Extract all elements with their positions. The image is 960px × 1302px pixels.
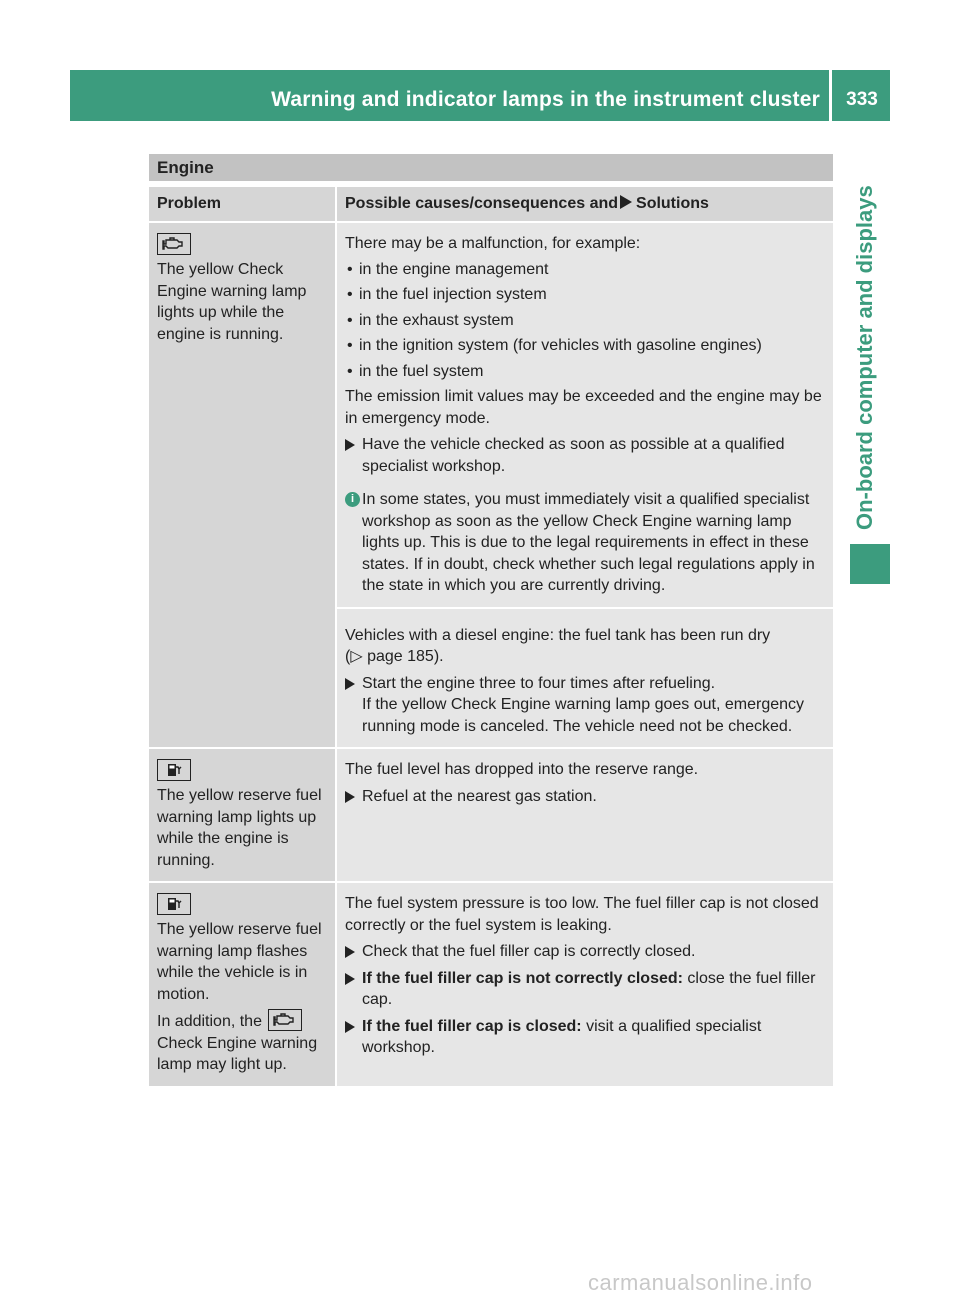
info-note <box>345 489 827 597</box>
table-row <box>149 882 833 1086</box>
action-triangle-icon <box>345 439 355 451</box>
solutions-column-header <box>336 187 833 222</box>
action-condition: If the fuel filler cap is not correctly closed: <box>362 969 683 987</box>
fuel-reserve-icon <box>157 893 191 915</box>
problem-extra-before: In addition, the <box>157 1013 262 1030</box>
check-engine-icon <box>157 233 191 255</box>
solution-cell <box>336 608 833 749</box>
chapter-title: Warning and indicator lamps in the instrument cluster <box>271 88 820 111</box>
page-header <box>70 70 890 121</box>
action-text: visit a qualified specialist workshop. <box>362 1017 762 1056</box>
solution-cell <box>336 748 833 882</box>
action-text: Start the engine three to four times after refueling. <box>362 674 716 692</box>
list-item: • in the ignition system (for vehicles with gasoline engines) <box>345 335 827 357</box>
action-step <box>345 434 827 477</box>
warning-lamp-table <box>149 187 833 1086</box>
engine-table-section <box>149 154 833 1086</box>
solutions-header-prefix: Possible causes/consequences and <box>345 195 619 212</box>
note-text: In some states, you must immediately visit a qualified specialist workshop as soon as the yellow Check Engine warning lamp lights up. This is due to the legal requirements in effect in these states. If in doubt, check whether such legal regulations apply in the state in which you are currently driving. <box>362 491 815 594</box>
page-reference: (▷ page 185). <box>345 648 444 665</box>
fuel-reserve-icon <box>157 759 191 781</box>
check-engine-icon <box>268 1009 302 1031</box>
action-step <box>345 941 827 963</box>
solution-cell <box>336 222 833 608</box>
list-item: • in the fuel injection system <box>345 284 827 306</box>
side-tab-marker <box>850 544 890 584</box>
problem-cell <box>149 222 336 748</box>
problem-cell <box>149 882 336 1086</box>
action-condition: If the fuel filler cap is closed: <box>362 1017 582 1035</box>
action-step <box>345 1016 827 1059</box>
solution-text: The fuel system pressure is too low. The fuel filler cap is not closed correctly or the fuel system is leaking. <box>345 895 819 934</box>
action-step <box>345 786 827 808</box>
table-row <box>149 222 833 608</box>
header-divider <box>829 70 832 121</box>
list-item: • in the engine management <box>345 259 827 281</box>
page-number: 333 <box>846 89 878 110</box>
side-tab-label: On-board computer and displays <box>852 185 877 530</box>
action-step <box>345 968 827 1011</box>
list-item: • in the fuel system <box>345 361 827 383</box>
info-icon: i <box>345 492 360 507</box>
watermark-link[interactable]: carmanualsonline.info <box>588 1270 813 1295</box>
action-text: close the fuel filler cap. <box>362 969 816 1008</box>
action-text: Refuel at the nearest gas station. <box>362 787 597 805</box>
problem-extra <box>157 1009 329 1076</box>
action-triangle-icon <box>345 1021 355 1033</box>
action-triangle-icon <box>345 791 355 803</box>
action-triangle-icon <box>345 678 355 690</box>
action-continuation: If the yellow Check Engine warning lamp goes out, emergency running mode is canceled. The vehicle need not be checked. <box>362 696 805 735</box>
action-step <box>345 673 827 738</box>
section-title: Engine <box>149 154 833 181</box>
problem-extra-after: Check Engine warning lamp may light up. <box>157 1034 318 1073</box>
solution-text: Vehicles with a diesel engine: the fuel tank has been run dry <box>345 626 771 644</box>
problem-text: The yellow reserve fuel warning lamp lights up while the engine is running. <box>157 787 322 869</box>
consequence-text: The emission limit values may be exceeded and the engine may be in emergency mode. <box>345 388 822 427</box>
problem-text: The yellow Check Engine warning lamp lights up while the engine is running. <box>157 261 307 343</box>
action-text: Check that the fuel filler cap is correctly closed. <box>362 943 696 960</box>
table-row <box>149 748 833 882</box>
action-text: Have the vehicle checked as soon as possible at a qualified specialist workshop. <box>362 436 785 475</box>
solution-text: The fuel level has dropped into the reserve range. <box>345 761 699 778</box>
list-item: • in the exhaust system <box>345 310 827 332</box>
solution-intro: There may be a malfunction, for example: <box>345 235 641 252</box>
problem-column-header: Problem <box>149 187 336 222</box>
action-triangle-icon <box>620 195 632 209</box>
problem-cell <box>149 748 336 882</box>
action-triangle-icon <box>345 946 355 958</box>
table-header-row <box>149 187 833 222</box>
action-triangle-icon <box>345 973 355 985</box>
solutions-header-suffix: Solutions <box>636 195 709 212</box>
solution-cell <box>336 882 833 1086</box>
problem-text: The yellow reserve fuel warning lamp flashes while the vehicle is in motion. <box>157 921 322 1003</box>
